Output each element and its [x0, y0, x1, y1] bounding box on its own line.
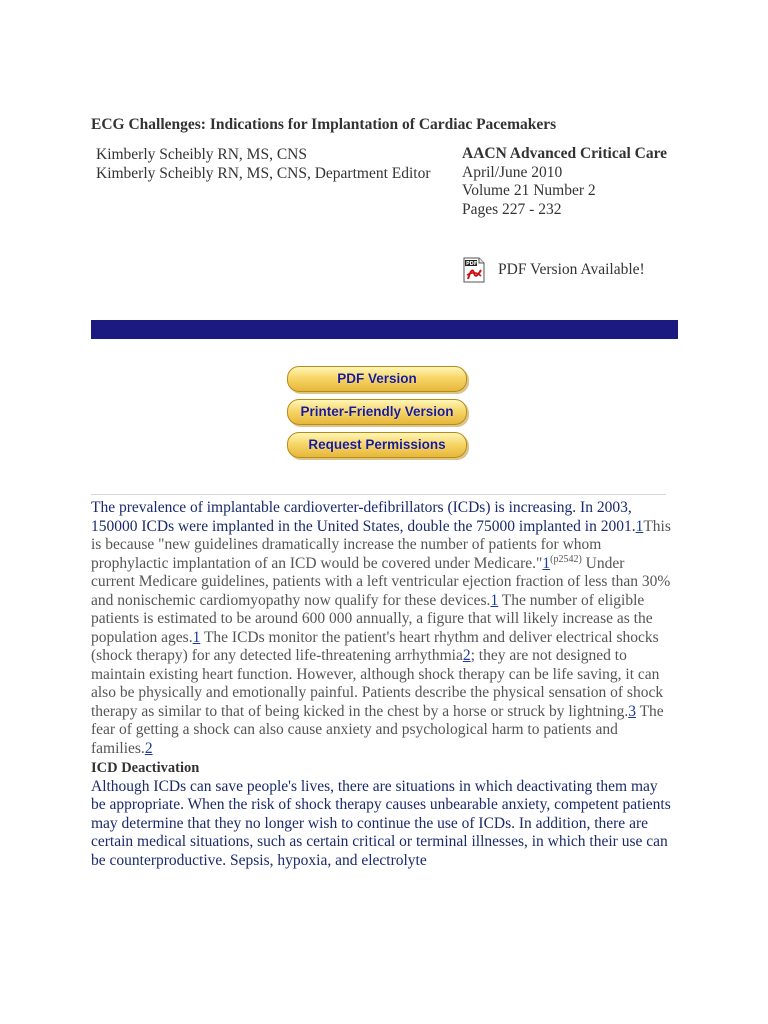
- pdf-available-link[interactable]: [462, 256, 645, 284]
- body-text: This is because "new guidelines dramatically increase the number of patients for whom prophylactic implantation of an ICD would be covered under Medicare.": [91, 517, 671, 572]
- request-permissions-button[interactable]: Request Permissions: [287, 432, 467, 458]
- reference-link[interactable]: 1: [192, 628, 201, 646]
- body-text: The ICDs monitor the patient's heart rhythm and deliver electrical shocks (shock therapy) for any detected life-threatening arrhythmia: [91, 628, 659, 664]
- action-buttons: [287, 366, 469, 465]
- article-title: ECG Challenges: Indications for Implantation of Cardiac Pacemakers: [91, 116, 557, 133]
- pdf-version-button[interactable]: PDF Version: [287, 366, 467, 392]
- body-text: The fear of getting a shock can also cause anxiety and psychological harm to patients and families.: [91, 702, 664, 757]
- section-paragraph: Although ICDs can save people's lives, there are situations in which deactivating them may be appropriate. When the risk of shock therapy causes unbearable anxiety, competent patients may determine that they no longer wish to continue the use of ICDs. In addition, there are certain medical situations, such as certain critical or terminal illnesses, in which their use can be counterproductive. Sepsis, hypoxia, and electrolyte: [91, 777, 671, 869]
- journal-info: [462, 145, 682, 219]
- section-heading: ICD Deactivation: [91, 760, 200, 776]
- printer-friendly-button[interactable]: Printer-Friendly Version: [287, 399, 467, 425]
- reference-link[interactable]: 1: [490, 591, 499, 609]
- page-citation: (p2542): [550, 553, 582, 565]
- body-text: ; they are not designed to maintain existing heart function. However, although shock therapy can be life saving, it can also be physically and emotionally painful. Patients describe the physical sensation of shock therapy as similar to that of being kicked in the chest by a horse or struck by lightning.: [91, 647, 664, 720]
- svg-text:PDF: PDF: [466, 261, 478, 267]
- body-text: Under current Medicare guidelines, patients with a left ventricular ejection fraction of less than 30% and nonischemic cardiomyopathy now qualify for these devices.: [91, 554, 671, 609]
- journal-name: AACN Advanced Critical Care: [462, 145, 668, 162]
- reference-link[interactable]: 1: [542, 554, 551, 572]
- journal-volume: Volume 21 Number 2: [462, 182, 596, 199]
- pdf-available-label: PDF Version Available!: [498, 261, 645, 278]
- pdf-file-icon: [462, 257, 486, 283]
- journal-date: April/June 2010: [462, 163, 563, 181]
- author-line: Kimberly Scheibly RN, MS, CNS, Department Editor: [96, 165, 431, 182]
- body-text: The prevalence of implantable cardioverter-defibrillators (ICDs) is increasing. In 2003, 150000 ICDs were implanted in the United States, double the 75000 implanted in 2001.: [91, 499, 636, 535]
- content-divider: [91, 494, 666, 495]
- reference-link[interactable]: 2: [144, 739, 153, 757]
- author-list: [96, 145, 456, 183]
- reference-link[interactable]: 2: [462, 647, 471, 664]
- reference-link[interactable]: 1: [635, 517, 644, 535]
- body-text: The number of eligible patients is estimated to be around 600 000 annually, a figure that will likely increase as the population ages.: [91, 591, 653, 646]
- header-divider-bar: [91, 320, 678, 339]
- author-line: Kimberly Scheibly RN, MS, CNS: [96, 146, 307, 163]
- intro-paragraph: [91, 499, 671, 758]
- journal-pages: Pages 227 - 232: [462, 200, 562, 218]
- reference-link[interactable]: 3: [628, 702, 636, 720]
- article-body: [91, 499, 671, 870]
